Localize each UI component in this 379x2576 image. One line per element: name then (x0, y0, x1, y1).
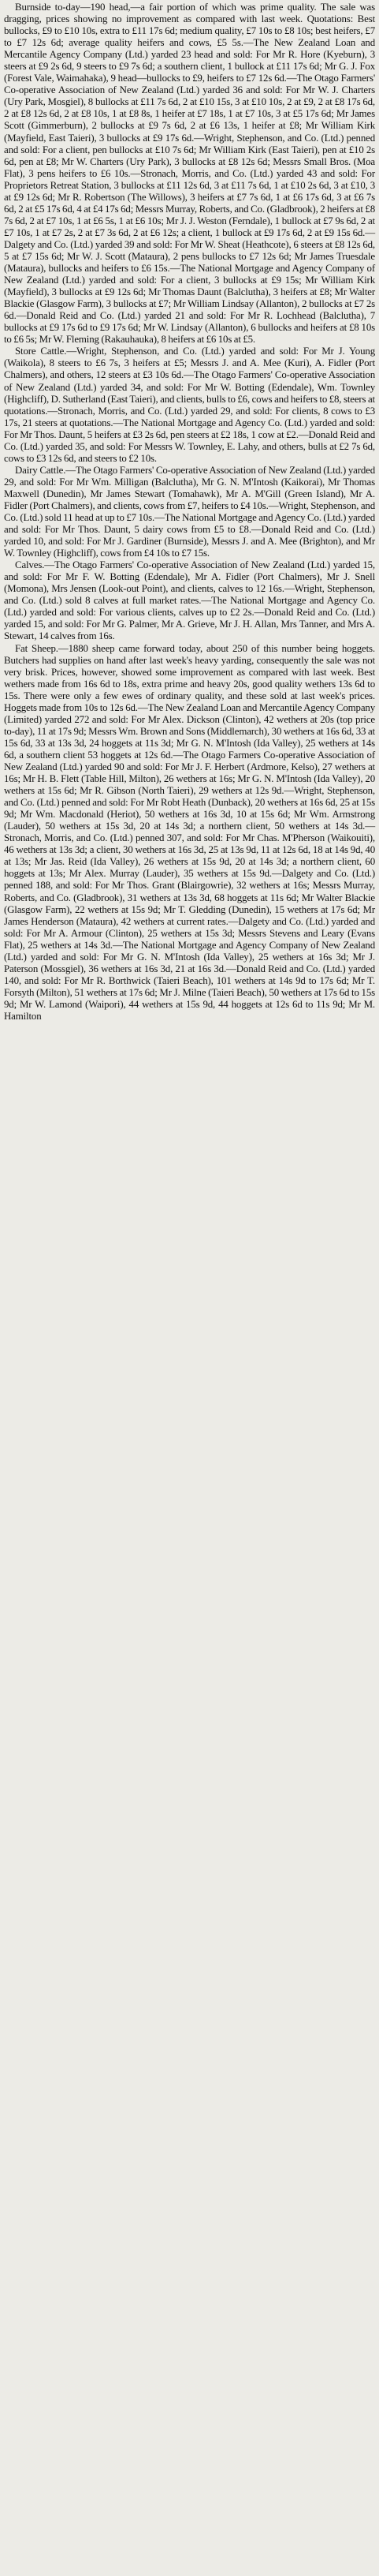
dairy-cattle-paragraph: Dairy Cattle.—The Otago Farmers' Co-operative Association of New Zealand (Ltd.) yarded 29, and sold: For Mr Wm. Milligan (Balclutha), Mr G. N. M'Intosh (Kaikorai), Mr Thomas Maxwell (Dunedin), Mr James Stewart (Tomahawk), Mr A. M'Gill (Green Island), Mr A. Fidler (Port Chalmers), and clients, cows from £7, heifers to £4 10s.—Wright, Stephenson, and Co. (Ltd.) sold 11 head at up to £7 10s.—The National Mortgage and Agency Co. (Ltd.) yarded and sold: For Mr Thos. Daunt, 5 dairy cows from £5 to £8.—Donald Reid and Co. (Ltd.) yarded 10, and sold: For Mr J. Gardiner (Burnside), Messrs J. and A. Mee (Brighton), and Mr W. Townley (Highcliff), cows from £4 10s to £7 15s. (4, 464, 375, 559)
store-cattle-paragraph: Store Cattle.—Wright, Stephenson, and Co. (Ltd.) yarded and sold: For Mr J. Young (Waikola), 8 steers to £6 7s, 3 heifers at £5; Messrs J. and A. Mee (Kuri), A. Fidler (Port Chalmers), and others, 12 steers at £3 10s 6d.—The Otago Farmers' Co-operative Association of New Zealand (Ltd.) yarded 34, and sold: For Mr W. Botting (Edendale), Wm. Townley (Highcliff), D. Sutherland (East Taieri), and clients, bulls to £6, cows and heifers to £8, steers at quotations.—Stronach, Morris, and Co. (Ltd.) yarded 29, and sold: For clients, 8 cows to £3 17s, 21 steers at quotations.—The National Mortgage and Agency Co. (Ltd.) yarded and sold: For Mr Thos. Daunt, 5 heifers at £3 2s 6d, pen steers at £2 18s, 1 cow at £2.—Donald Reid and Co. (Ltd.) yarded 35, and sold: For Messrs W. Townley, E. Lahy, and others, bulls at £2 7s 6d, cows to £3 12s 6d, and steers to £2 10s. (4, 346, 375, 464)
fat-sheep-paragraph: Fat Sheep.—1880 sheep came forward today, about 250 of this number being hoggets. Butchers had supplies on hand after last week's heavy yarding, consequently the sale was not very brisk. Prices, however, showed some improvement as compared with last week. Best wethers made from 16s 6d to 18s, extra prime and heavy 20s, good quality wethers 13s 6d to 15s. There were only a few ewes of ordinary quality, and these sold at last week's prices. Hoggets made from 10s to 12s 6d.—The New Zealand Loan and Mercantile Agency Company (Limited) yarded 272 and sold: For Mr Alex. Dickson (Clinton), 42 wethers at 20s (top price to-day), 11 at 17s 9d; Messrs Wm. Brown and Sons (Middlemarch), 30 wethers at 16s 6d, 33 at 15s 6d, 33 at 13s 3d, 24 hoggets at 11s 3d; Mr G. N. M'Intosh (Ida Valley), 25 wethers at 14s 6d, a southern client 53 hoggets at 12s 6d.—The Otago Farmers Co-operative Association of New Zealand (Ltd.) yarded 90 and sold: For Mr J. F. Herbert (Ardmore, Kelso), 27 wethers at 16s; Mr H. B. Flett (Table Hill, Milton), 26 wethers at 16s; Mr G. N. M'Intosh (Ida Valley), 20 wethers at 15s 6d; Mr R. Gibson (North Taieri), 29 wethers at 12s 9d.—Wright, Stephenson, and Co. (Ltd.) penned and sold: For Mr Robt Heath (Dunback), 20 wethers at 16s 6d, 25 at 15s 9d; Mr Wm. Macdonald (Heriot), 50 wethers at 16s 3d, 10 at 15s 6d; Mr Wm. Armstrong (Lauder), 50 wethers at 15s 3d, 20 at 14s 3d; a northern client, 50 wethers at 14s 3d.—Stronach, Morris, and Co. (Ltd.) penned 307, and sold: For Mr Chas. M'Pherson (Waikouiti), 46 wethers at 13s 3d; a client, 30 wethers at 16s 3d, 25 at 13s 9d, 11 at 12s 6d, 18 at 14s 9d, 40 at 13s; Mr Jas. Reid (Ida Valley), 26 wethers at 15s 9d, 20 at 14s 3d; a northern client, 60 hoggets at 13s; Mr Alex. Murray (Lauder), 35 wethers at 15s 9d.—Dalgety and Co. (Ltd.) penned 188, and sold: For Mr Thos. Grant (Blairgowrie), 32 wethers at 16s; Messrs Murray, Roberts, and Co. (Gladbrook), 31 wethers at 13s 3d, 68 hoggets at 11s 6d; Mr Walter Blackie (Glasgow Farm), 22 wethers at 15s 9d; Mr T. Gledding (Dunedin), 15 wethers at 17s 6d; Mr James Henderson (Mataura), 42 wethers at current rates.—Dalgety and Co. (Ltd.) yarded and sold: For Mr A. Armour (Clinton), 25 wethers at 15s 3d; Messrs Stevens and Leary (Evans Flat), 25 wethers at 14s 3d.—The National Mortgage and Agency Company of New Zealand (Ltd.) yarded and sold: For Mr G. N. M'Intosh (Ida Valley), 25 wethers at 16s 3d; Mr J. Paterson (Mossgiel), 36 wethers at 16s 3d, 21 at 16s 3d.—Donald Reid and Co. (Ltd.) yarded 140, and sold: For Mr R. Borthwick (Taieri Beach), 101 wethers at 14s 9d to 17s 6d; Mr T. Forsyth (Milton), 51 wethers at 17s 6d; Mr J. Milne (Taieri Beach), 50 wethers at 17s 6d to 15s 9d; Mr W. Lamond (Waipori), 44 wethers at 15s 9d, 44 hoggets at 12s 6d to 11s 9d; Mr M. Hamilton (4, 642, 375, 1022)
fat-cattle-paragraph: Burnside to-day—190 head,—a fair portion of which was prime quality. The sale was dragging, prices showing no improvement as compared with last week. Quotations: Best bullocks, £9 to £10 10s, extra to £11 17s 6d; medium quality, £7 10s to £8 10s; best heifers, £7 to £7 12s 6d; average quality heifers and cows, £5 5s.—The New Zealand Loan and Mercantile Agency Company (Ltd.) yarded 23 head and sold: For Mr R. Hore (Kyeburn), 3 steers at £9 2s 6d, 9 steers to £9 7s 6d; a southern client, 1 bullock at £11 17s 6d; Mr G. J. Fox (Forest Vale, Waimahaka), 9 head—bullocks to £9, heifers to £7 12s 6d.—The Otago Farmers' Co-operative Association of New Zealand (Ltd.) yarded 36 and sold: For Mr W. J. Charters (Ury Park, Mosgiel), 8 bullocks at £11 7s 6d, 2 at £10 15s, 3 at £10 10s, 2 at £9, 2 at £8 17s 6d, 2 at £8 12s 6d, 2 at £8 10s, 1 at £8 8s, 1 heifer at £7 18s, 1 at £7 10s, 3 at £5 17s 6d; Mr James Scott (Gimmerburn), 2 bullocks at £9 7s 6d, 2 at £6 13s, 1 heifer at £8; Mr William Kirk (Mayfield, East Taieri), 3 bullocks at £9 17s 6d.—Wright, Stephenson, and Co. (Ltd.) penned and sold: For a client, pen bullocks at £10 7s 6d; Mr William Kirk (East Taieri), pen at £10 2s 6d, pen at £8; Mr W. Charters (Ury Park), 3 bullocks at £8 12s 6d; Messrs Small Bros. (Moa Flat), 3 pens heifers to £6 10s.—Stronach, Morris, and Co. (Ltd.) yarded 43 and sold: For Proprietors Retreat Station, 3 bullocks at £11 12s 6d, 3 at £11 7s 6d, 1 at £10 2s 6d, 3 at £10, 3 at £9 12s 6d; Mr R. Robertson (The Willows), 3 heifers at £7 7s 6d, 1 at £6 17s 6d, 3 at £6 7s 6d, 2 at £5 17s 6d, 4 at £4 17s 6d; Messrs Murray, Roberts, and Co. (Gladbrook), 2 heifers at £8 7s 6d, 2 at £7 10s, 1 at £6 5s, 1 at £6 10s; Mr J. J. Weston (Ferndale), 1 bullock at £7 9s 6d, 2 at £7 10s, 1 at £7 2s, 2 at £7 3s 6d, 2 at £6 12s; a client, 1 bullock at £9 17s 6d, 2 at £9 15s 6d.—Dalgety and Co. (Ltd.) yarded 39 and sold: For Mr W. Sheat (Heathcote), 6 steers at £8 12s 6d, 5 at £7 15s 6d; Mr W. J. Scott (Mataura), 2 pens bullocks to £7 12s 6d; Mr James Truesdale (Mataura), bullocks and heifers to £6 15s.—The National Mortgage and Agency Company of New Zealand (Ltd.) yarded and sold: For a client, 3 bullocks at £9 15s; Mr William Kirk (Mayfield), 3 bullocks at £9 12s 6d; Mr Thomas Daunt (Balclutha), 3 heifers at £8; Mr Walter Blackie (Glasgow Farm), 3 bullocks at £7; Mr William Lindsay (Allanton), 2 bullocks at £7 2s 6d.—Donald Reid and Co. (Ltd.) yarded 21 and sold: For Mr R. Lochhead (Balclutha), 7 bullocks at £9 17s 6d to £9 17s 6d; Mr W. Lindsay (Allanton), 6 bullocks and heifers at £8 10s to £6 5s; Mr W. Fleming (Rakauhauka), 8 heifers at £6 10s at £5. (4, 2, 375, 346)
calves-paragraph: Calves.—The Otago Farmers' Co-operative Association of New Zealand (Ltd.) yarded 15, and sold: For Mr F. W. Botting (Edendale), Mr A. Fidler (Port Chalmers), Mr J. Snell (Momona), Mrs Jensen (Look-out Point), and clients, calves to 12 16s.—Wright, Stephenson, and Co. (Ltd.) sold 8 calves at full market rates.—The National Mortgage and Agency Co. (Ltd.) yarded and sold: For various clients, calves up to £2 2s.—Donald Reid and Co. (Ltd.) yarded 15, and sold: For Mr G. Palmer, Mr A. Grieve, Mr J. H. Allan, Mrs Tanner, and Mrs A. Stewart, 14 calves from 16s. (4, 559, 375, 642)
